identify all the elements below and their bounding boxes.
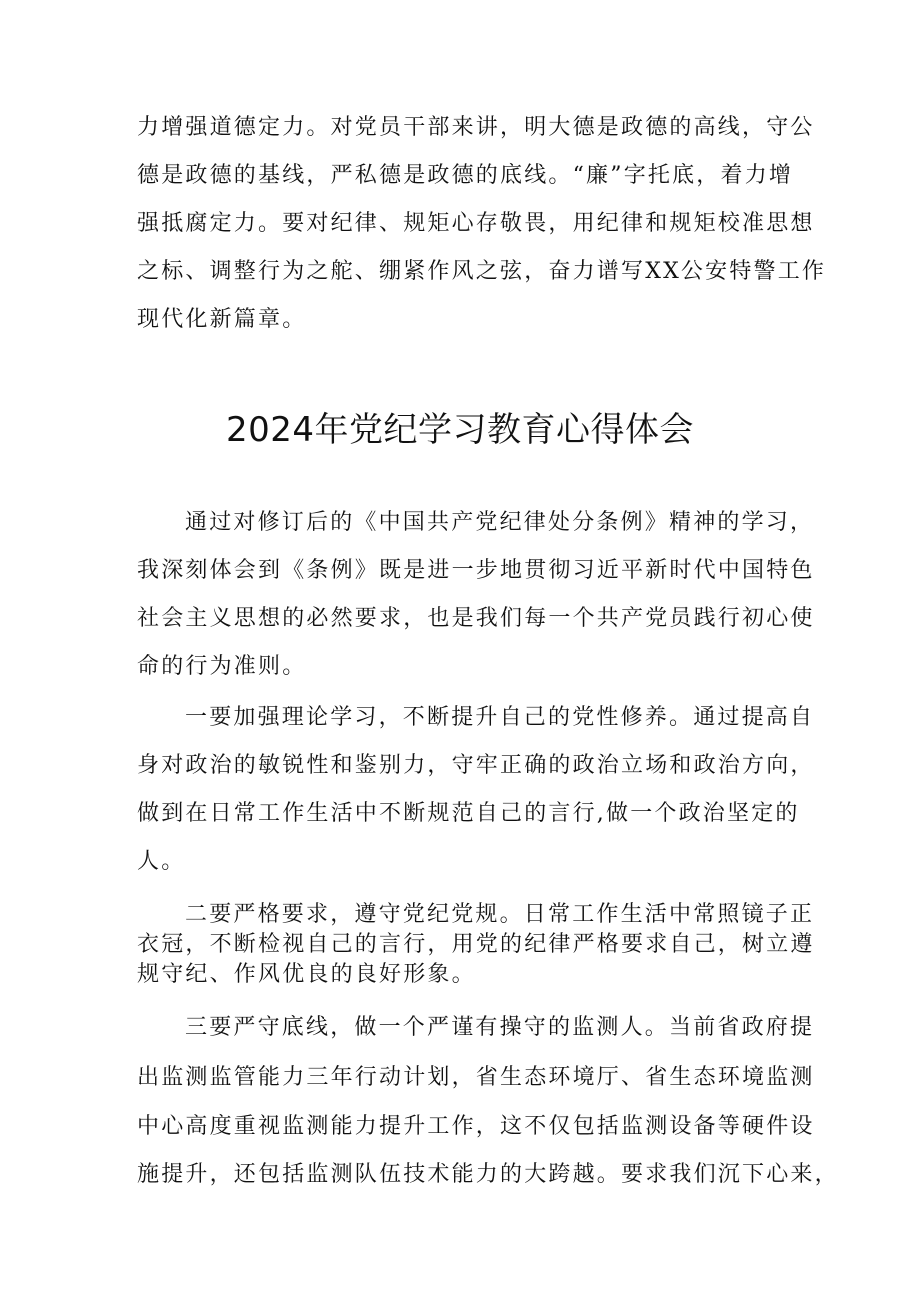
para2-line-4: 人。 bbox=[137, 849, 186, 874]
intro-line-1: 力增强道德定力。对党员干部来讲，明大德是政德的高线，守公 bbox=[137, 115, 815, 140]
para2-line-2: 身对政治的敏锐性和鉴别力，守牢正确的政治立场和政治方向， bbox=[137, 753, 815, 778]
para4-line-1: 三要严守底线，做一个严谨有操守的监测人。当前省政府提 bbox=[185, 1015, 815, 1040]
para3-line-3: 规守纪、作风优良的良好形象。 bbox=[137, 962, 476, 987]
intro-line-4: 之标、调整行为之舵、绷紧作风之弦，奋力谱写XX公安特警工作 bbox=[137, 259, 827, 284]
para3-line-1: 二要严格要求，遵守党纪党规。日常工作生活中常照镜子正 bbox=[185, 902, 815, 927]
para1-line-2: 我深刻体会到《条例》既是进一步地贯彻习近平新时代中国特色 bbox=[137, 558, 815, 583]
intro-line-2: 德是政德的基线，严私德是政德的底线。“廉”字托底，着力增 bbox=[137, 163, 794, 188]
intro-line-5: 现代化新篇章。 bbox=[137, 307, 307, 332]
para3-line-2: 衣冠，不断检视自己的言行，用党的纪律严格要求自己，树立遵 bbox=[137, 932, 815, 957]
intro-line-3: 强抵腐定力。要对纪律、规矩心存敬畏，用纪律和规矩校准思想 bbox=[137, 211, 815, 236]
para4-line-2: 出监测监管能力三年行动计划，省生态环境厅、省生态环境监测 bbox=[137, 1065, 815, 1090]
para2-line-3: 做到在日常工作生活中不断规范自己的言行,做一个政治坚定的 bbox=[137, 801, 800, 826]
para2-line-1: 一要加强理论学习，不断提升自己的党性修养。通过提高自 bbox=[185, 705, 815, 730]
para4-line-3: 中心高度重视监测能力提升工作，这不仅包括监测设备等硬件设 bbox=[137, 1114, 815, 1139]
para1-line-1: 通过对修订后的《中国共产党纪律处分条例》精神的学习， bbox=[185, 510, 815, 535]
document-title: 2024年党纪学习教育心得体会 bbox=[225, 410, 695, 450]
para1-line-4: 命的行为准则。 bbox=[137, 654, 307, 679]
para4-line-4: 施提升，还包括监测队伍技术能力的大跨越。要求我们沉下心来， bbox=[137, 1162, 839, 1187]
para1-line-3: 社会主义思想的必然要求，也是我们每一个共产党员践行初心使 bbox=[137, 606, 815, 631]
